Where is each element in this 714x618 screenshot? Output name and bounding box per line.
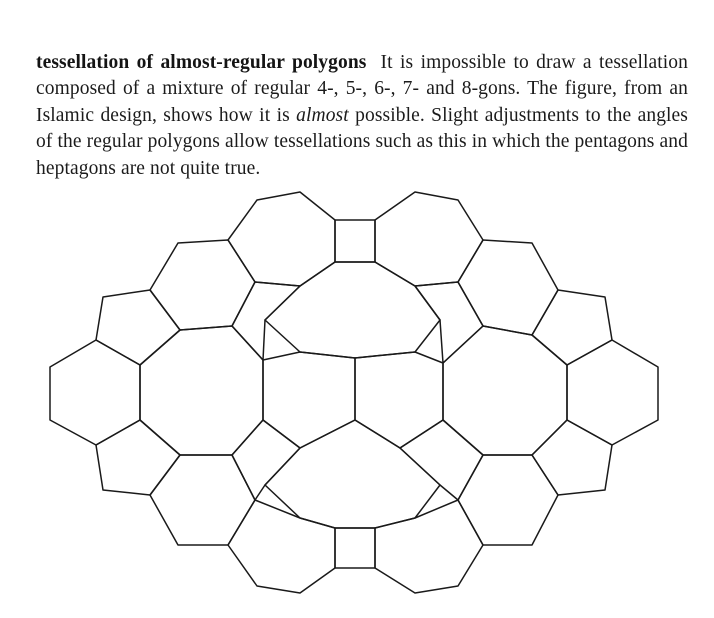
octagon-bottom-center <box>265 420 440 528</box>
heptagon-top-left <box>228 192 335 286</box>
square-top <box>335 220 375 262</box>
hexagon-far-left <box>50 340 140 445</box>
hexagon-lower-right <box>458 455 558 545</box>
pentagon-far-left-lower <box>96 420 180 495</box>
pentagon-inner-right-upper <box>415 282 483 363</box>
hexagon-upper-right <box>458 240 558 335</box>
hexagon-center-right <box>355 352 443 448</box>
heptagon-bottom-right <box>375 500 483 593</box>
square-bottom <box>335 528 375 568</box>
pentagon-far-right-upper <box>532 290 612 365</box>
pentagon-far-right-lower <box>532 420 612 495</box>
pentagon-far-left-upper <box>96 290 180 365</box>
hexagon-lower-left <box>150 455 255 545</box>
octagon-top-center <box>265 262 440 358</box>
entry-emphasis: almost <box>296 104 349 126</box>
entry-text-part2: possible. Slight adjustments to the angles of the regular polygons allow tessellations such as this in which the pentagons and heptagons are not quite true. <box>36 104 688 179</box>
entry-text-part1: It is impossible to draw a tessellation composed of a mixture of regular 4-, 5-, 6-, 7- and 8-gons. The figure, from an Islamic design, shows how it is <box>36 51 688 126</box>
entry-term: tessellation of almost-regular polygons <box>36 51 367 73</box>
hexagon-upper-left <box>150 240 255 330</box>
heptagon-bottom-left <box>228 500 335 593</box>
pentagon-inner-left-lower <box>232 420 300 500</box>
hexagon-far-right <box>567 340 658 445</box>
hexagon-center-left <box>263 352 355 448</box>
